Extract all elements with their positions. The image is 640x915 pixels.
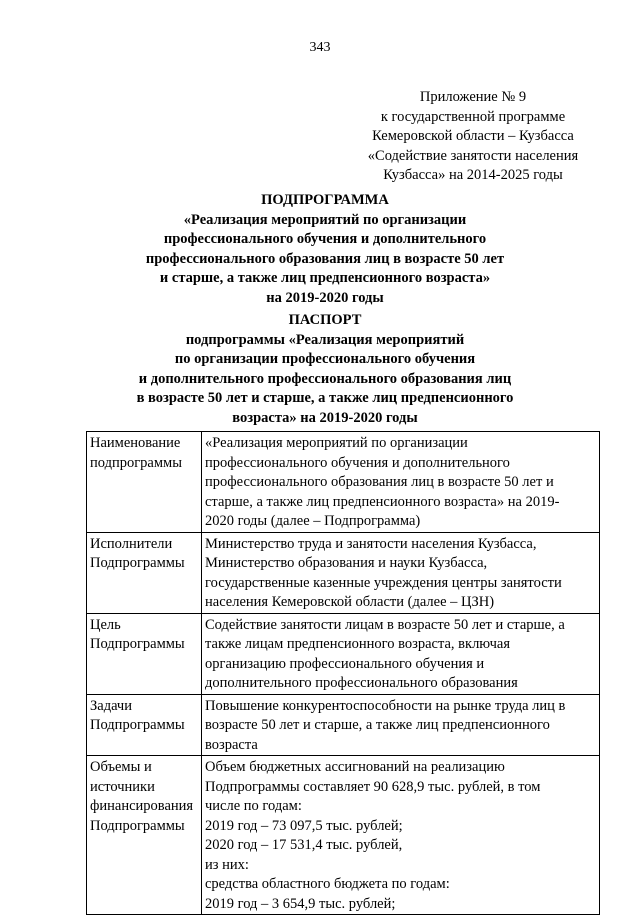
row-value [202,432,600,533]
row-value-line: государственные казенные учреждения центры занятости [205,574,562,591]
row-label-line: Исполнители [90,535,173,552]
row-label-line: финансирования [90,798,194,814]
appendix-line: к государственной программе [380,108,566,125]
passport-heading: ПАСПОРТ [288,312,362,328]
passport-title-line: по организации профессионального обучения [174,351,476,367]
row-label-line: Наименование [90,435,181,451]
row-value-line: возраста [205,736,258,753]
row-value-line: населения Кемеровской области (далее – ЦЗН) [205,594,495,610]
row-value-line: числе по годам: [205,798,302,814]
table-row-executors [87,532,600,613]
row-value [202,756,600,915]
row-value-line: 2020 год – 17 531,4 тыс. рублей, [205,837,403,853]
row-value [202,532,600,613]
table-row-tasks [87,694,600,756]
row-value-line: Министерство труда и занятости населения Кузбасса, [205,535,537,552]
table-row-funding [87,756,600,915]
passport-table [86,431,600,915]
row-value-line: средства областного бюджета по годам: [205,876,450,892]
row-value-line: профессионального образования лиц в возрасте 50 лет и [205,474,554,490]
row-label-line: источники [90,778,155,795]
row-label-line: Задачи [90,697,132,714]
row-value-line: из них: [205,856,249,873]
row-value-line: 2020 годы (далее – Подпрограмма) [205,513,421,529]
row-label-line: подпрограммы [90,454,182,471]
row-value-line: «Реализация мероприятий по организации [205,435,468,451]
row-value-line: также лицам предпенсионного возраста, включая [205,636,510,652]
passport-title-line: подпрограммы «Реализация мероприятий [185,331,465,348]
row-value-line: профессионального обучения и дополнительного [205,454,510,471]
row-value [202,694,600,756]
row-label-line: Цель [90,616,121,633]
row-value-line: старше, а также лиц предпенсионного возраста» на 2019- [205,493,560,510]
row-value-line: 2019 год – 73 097,5 тыс. рублей; [205,817,403,834]
appendix-line: «Содействие занятости населения [367,147,579,164]
row-label-line: Подпрограммы [90,817,185,834]
row-value-line: организацию профессионального обучения и [205,655,485,672]
appendix-block [338,88,608,186]
row-label [87,694,202,756]
appendix-line: Приложение № 9 [419,89,527,105]
subprogram-title-line: профессионального обучения и дополнительного [163,231,487,247]
passport-title-block [90,311,560,428]
row-value-line: Содействие занятости лицам в возрасте 50 лет и старше, а [205,616,565,633]
subprogram-title-line: и старше, а также лиц предпенсионного возраста» [159,270,491,286]
row-label-line: Подпрограммы [90,555,185,571]
row-value-line: возрасте 50 лет и старше, а также лиц предпенсионного [205,717,550,733]
row-label-line: Объемы и [90,759,152,775]
passport-title-line: возраста» на 2019-2020 годы [232,409,418,426]
appendix-line: Кузбасса» на 2014-2025 годы [383,167,563,183]
table-row-name [87,432,600,533]
row-value-line: 2019 год – 3 654,9 тыс. рублей; [205,895,396,912]
row-value-line: Подпрограммы составляет 90 628,9 тыс. рублей, в том [205,778,541,795]
row-value-line: Объем бюджетных ассигнований на реализацию [205,759,505,775]
row-value-line: Министерство образования и науки Кузбасса, [205,555,488,571]
row-label [87,432,202,533]
row-label-line: Подпрограммы [90,636,185,652]
subprogram-title-block [90,191,560,308]
row-value-line: Повышение конкурентоспособности на рынке труда лиц в [205,697,566,714]
passport-title-line: и дополнительного профессионального образования лиц [138,370,512,387]
passport-title-line: в возрасте 50 лет и старше, а также лиц предпенсионного [136,390,514,406]
subprogram-title-line: «Реализация мероприятий по организации [183,211,467,228]
page-number: 343 [309,40,331,55]
row-label-line: Подпрограммы [90,717,185,733]
row-value-line: дополнительного профессионального образования [205,675,518,691]
table-row-goal [87,613,600,694]
row-value [202,613,600,694]
row-label [87,532,202,613]
row-label [87,756,202,915]
appendix-line: Кемеровской области – Кузбасса [372,128,574,144]
subprogram-heading: ПОДПРОГРАММА [261,192,389,208]
subprogram-title-line: профессионального образования лиц в возрасте 50 лет [145,250,505,267]
subprogram-title-line: на 2019-2020 годы [266,289,384,306]
row-label [87,613,202,694]
